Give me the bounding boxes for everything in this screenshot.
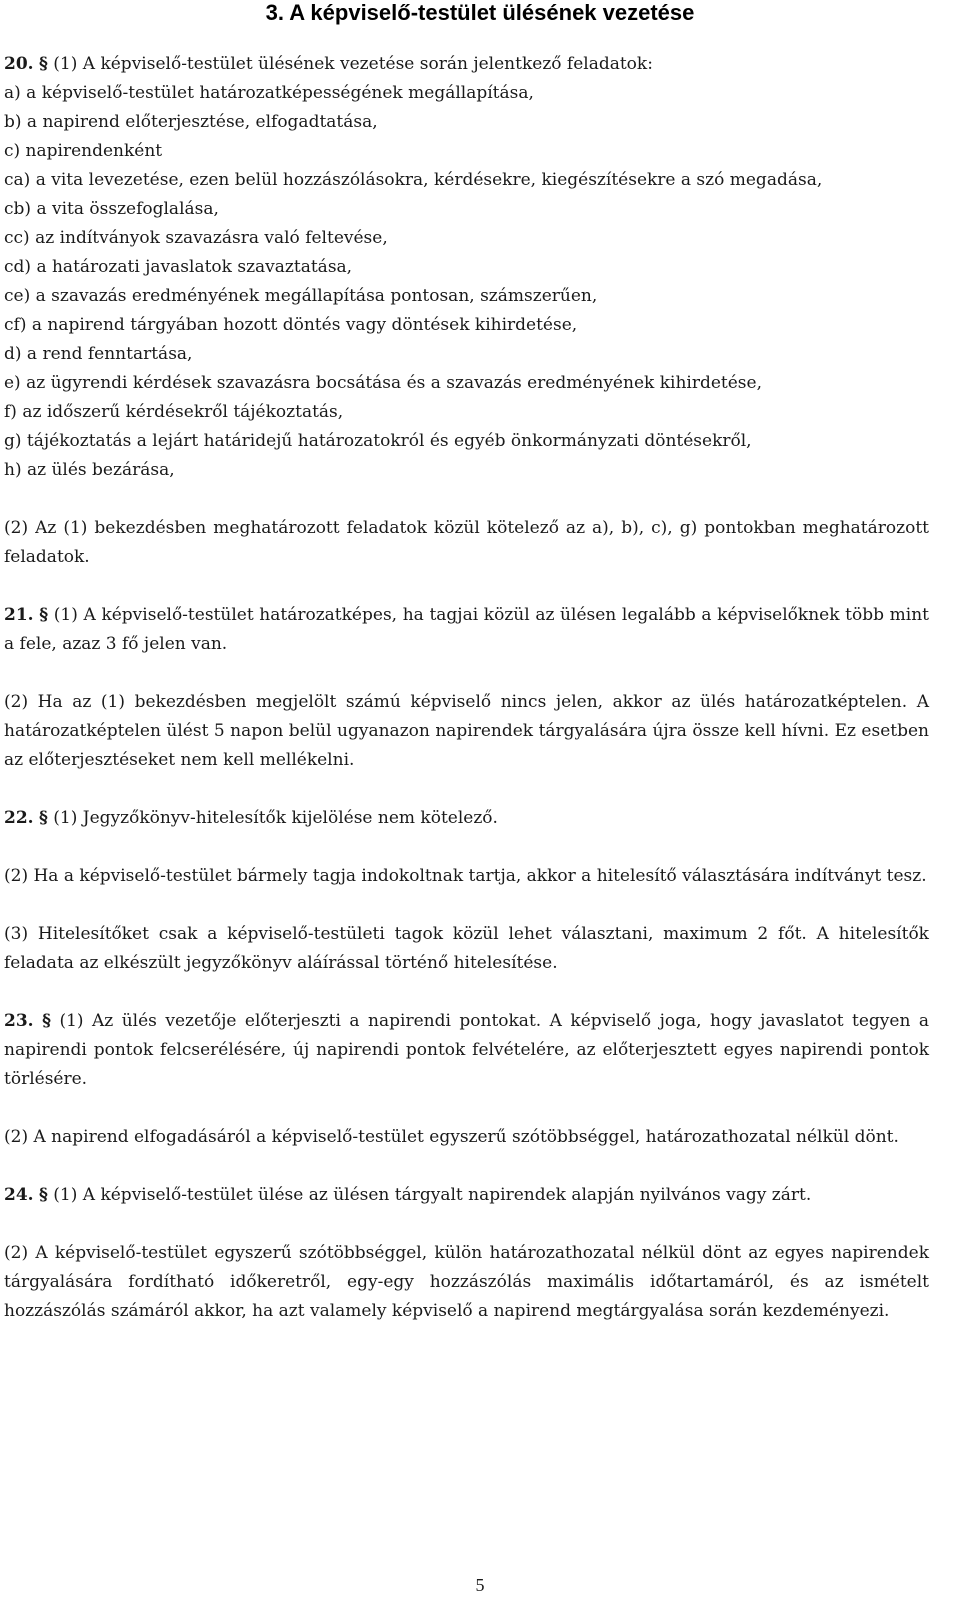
list-item: cb) a vita összefoglalása,	[4, 199, 219, 219]
section-22-para-2: (2) Ha a képviselő-testület bármely tagja indokoltnak tartja, akkor a hitelesítő választására indítványt tesz.	[4, 866, 927, 886]
chapter-heading: 3. A képviselő-testület ülésének vezetése	[265, 0, 695, 25]
section-22-text-1: (1) Jegyzőkönyv-hitelesítők kijelölése nem kötelező.	[53, 808, 498, 828]
list-item: ce) a szavazás eredményének megállapítása pontosan, számszerűen,	[4, 286, 598, 306]
section-sign: §	[38, 1185, 48, 1205]
section-sign: §	[42, 1011, 51, 1031]
section-21-para-1	[4, 601, 929, 659]
section-20-list	[4, 79, 929, 485]
section-sign: §	[38, 808, 48, 828]
section-20-number: 20.	[4, 54, 34, 74]
document-body	[4, 50, 929, 1326]
section-21-number: 21.	[4, 605, 34, 625]
section-21-para-2: (2) Ha az (1) bekezdésben megjelölt számú képviselő nincs jelen, akkor az ülés határozatképtelen. A határozatképtelen ülést 5 napon belül ugyanazon napirendek tárgyalására újra össze kell hívni. Ez esetben az előterjesztéseket nem kell mellékelni.	[4, 692, 929, 770]
section-24-para-1	[4, 1181, 929, 1210]
list-item: f) az időszerű kérdésekről tájékoztatás,	[4, 402, 344, 422]
list-item: cf) a napirend tárgyában hozott döntés vagy döntések kihirdetése,	[4, 315, 578, 335]
section-20-para-2: (2) Az (1) bekezdésben meghatározott feladatok közül kötelező az a), b), c), g) pontokban meghatározott feladatok.	[4, 518, 929, 567]
section-22-number: 22.	[4, 808, 34, 828]
section-22-para-3: (3) Hitelesítőket csak a képviselő-testületi tagok közül lehet választani, maximum 2 főt. A hitelesítők feladata az elkészült jegyzőkönyv aláírással történő hitelesítése.	[4, 924, 929, 973]
section-21-text-1: (1) A képviselő-testület határozatképes, ha tagjai közül az ülésen legalább a képviselőknek több mint a fele, azaz 3 fő jelen van.	[4, 605, 929, 654]
list-item: d) a rend fenntartása,	[4, 344, 193, 364]
section-24-number: 24.	[4, 1185, 34, 1205]
list-item: g) tájékoztatás a lejárt határidejű határozatokról és egyéb önkormányzati döntésekről,	[4, 431, 752, 451]
section-23-number: 23.	[4, 1011, 34, 1031]
page-number: 5	[475, 1575, 485, 1595]
list-item: cc) az indítványok szavazásra való feltevése,	[4, 228, 388, 248]
list-item: cd) a határozati javaslatok szavaztatása,	[4, 257, 353, 277]
list-item: c) napirendenként	[4, 141, 163, 161]
section-24-para-2: (2) A képviselő-testület egyszerű szótöbbséggel, külön határozathozatal nélkül dönt az egyes napirendek tárgyalására fordítható időkeretről, egy-egy hozzászólás maximális időtartamáról, és az ismételt hozzászólás számáról akkor, ha azt valamely képviselő a napirend megtárgyalása során kezdeményezi.	[4, 1243, 929, 1321]
section-20-intro: (1) A képviselő-testület ülésének vezetése során jelentkező feladatok:	[53, 54, 653, 74]
section-20-para-1	[4, 50, 929, 79]
section-23-para-2: (2) A napirend elfogadásáról a képviselő-testület egyszerű szótöbbséggel, határozathozatal nélkül dönt.	[4, 1127, 899, 1147]
list-item: e) az ügyrendi kérdések szavazásra bocsátása és a szavazás eredményének kihirdetése,	[4, 373, 762, 393]
list-item: h) az ülés bezárása,	[4, 460, 175, 480]
list-item: b) a napirend előterjesztése, elfogadtatása,	[4, 112, 378, 132]
list-item: ca) a vita levezetése, ezen belül hozzászólásokra, kérdésekre, kiegészítésekre a szó megadása,	[4, 170, 823, 190]
section-sign: §	[39, 605, 49, 625]
section-23-text-1: (1) Az ülés vezetője előterjeszti a napirendi pontokat. A képviselő joga, hogy javaslatot tegyen a napirendi pontok felcserélésére, új napirendi pontok felvételére, az előterjesztett egyes napirendi pontok törlésére.	[4, 1011, 930, 1089]
section-sign: §	[38, 54, 48, 74]
section-22-para-1	[4, 804, 929, 833]
section-23-para-1	[4, 1007, 929, 1094]
list-item: a) a képviselő-testület határozatképességének megállapítása,	[4, 83, 534, 103]
section-24-text-1: (1) A képviselő-testület ülése az ülésen tárgyalt napirendek alapján nyilvános vagy zárt.	[53, 1185, 812, 1205]
